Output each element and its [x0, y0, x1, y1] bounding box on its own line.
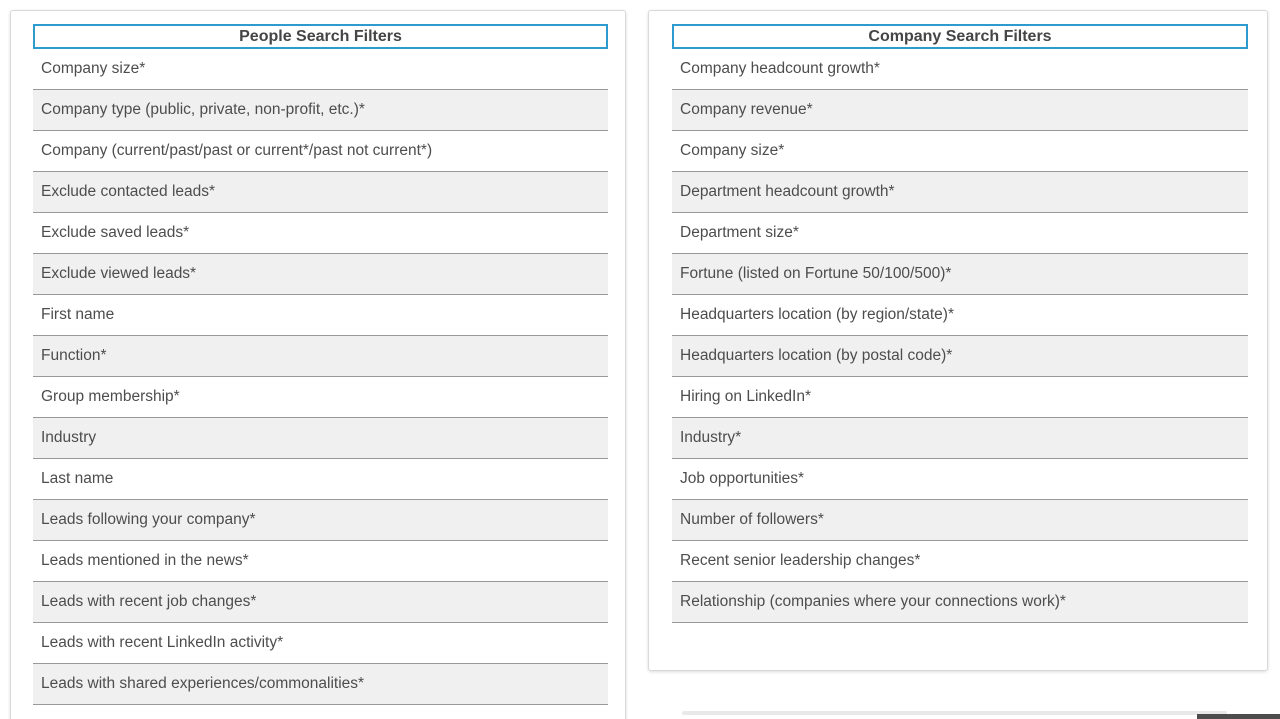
filter-label: Leads mentioned in the news* [41, 552, 249, 569]
filter-label: Exclude viewed leads* [41, 265, 197, 282]
filter-row [33, 500, 608, 541]
filter-row [33, 541, 608, 582]
filter-label: Company revenue* [680, 101, 813, 118]
filter-row [672, 213, 1248, 254]
filter-label: Exclude contacted leads* [41, 183, 216, 200]
filter-row [672, 336, 1248, 377]
filter-label: Group membership* [41, 388, 180, 405]
filter-row [672, 459, 1248, 500]
filter-row [672, 172, 1248, 213]
filter-label: Function* [41, 347, 107, 364]
filter-row [672, 377, 1248, 418]
filter-label: Headquarters location (by postal code)* [680, 347, 953, 364]
filter-row [33, 295, 608, 336]
filter-label: First name [41, 306, 115, 323]
filter-row [672, 582, 1248, 623]
filter-label: Relationship (companies where your connections work)* [680, 593, 1066, 610]
filter-label: Number of followers* [680, 511, 824, 528]
filter-label: Fortune (listed on Fortune 50/100/500)* [680, 265, 952, 282]
people-search-filters-card [10, 10, 626, 719]
filter-label: Industry* [680, 429, 742, 446]
filter-label: Leads with recent job changes* [41, 593, 257, 610]
filter-label: Company (current/past/past or current*/past not current*) [41, 142, 433, 159]
filter-label: Company size* [680, 142, 785, 159]
filter-label: Department size* [680, 224, 799, 241]
filter-row [33, 254, 608, 295]
filter-label: Company headcount growth* [680, 60, 880, 77]
filter-row [33, 664, 608, 705]
filter-label: Leads with recent LinkedIn activity* [41, 634, 284, 651]
filter-row [33, 336, 608, 377]
filter-label: Department headcount growth* [680, 183, 895, 200]
company-search-filters-rows [672, 49, 1248, 623]
filter-row [33, 213, 608, 254]
filter-label: Company type (public, private, non-profit, etc.)* [41, 101, 365, 118]
filter-row [33, 90, 608, 131]
filter-row [33, 49, 608, 90]
people-search-filters-header: People Search Filters [33, 24, 608, 49]
filter-row [672, 541, 1248, 582]
filter-label: Exclude saved leads* [41, 224, 190, 241]
filter-row [33, 623, 608, 664]
filter-row [33, 172, 608, 213]
filter-row [33, 582, 608, 623]
dark-element-edge [1197, 714, 1280, 719]
filter-label: Company size* [41, 60, 146, 77]
company-search-filters-card [648, 10, 1268, 671]
filter-row [672, 254, 1248, 295]
filter-label: Leads with shared experiences/commonalities* [41, 675, 365, 692]
filter-row [672, 418, 1248, 459]
filter-row [672, 49, 1248, 90]
filter-row [672, 295, 1248, 336]
filter-label: Recent senior leadership changes* [680, 552, 921, 569]
filter-row [33, 418, 608, 459]
company-search-filters-header: Company Search Filters [672, 24, 1248, 49]
people-search-filters-rows [33, 49, 608, 705]
filter-label: Leads following your company* [41, 511, 256, 528]
filter-row [33, 459, 608, 500]
filter-row [672, 90, 1248, 131]
filter-label: Hiring on LinkedIn* [680, 388, 811, 405]
filter-row [672, 500, 1248, 541]
next-card-top-edge [682, 711, 1227, 715]
filter-label: Industry [41, 429, 97, 446]
filter-row [33, 131, 608, 172]
filter-label: Headquarters location (by region/state)* [680, 306, 954, 323]
filter-label: Job opportunities* [680, 470, 805, 487]
filter-label: Last name [41, 470, 114, 487]
filter-row [672, 131, 1248, 172]
filter-row [33, 377, 608, 418]
